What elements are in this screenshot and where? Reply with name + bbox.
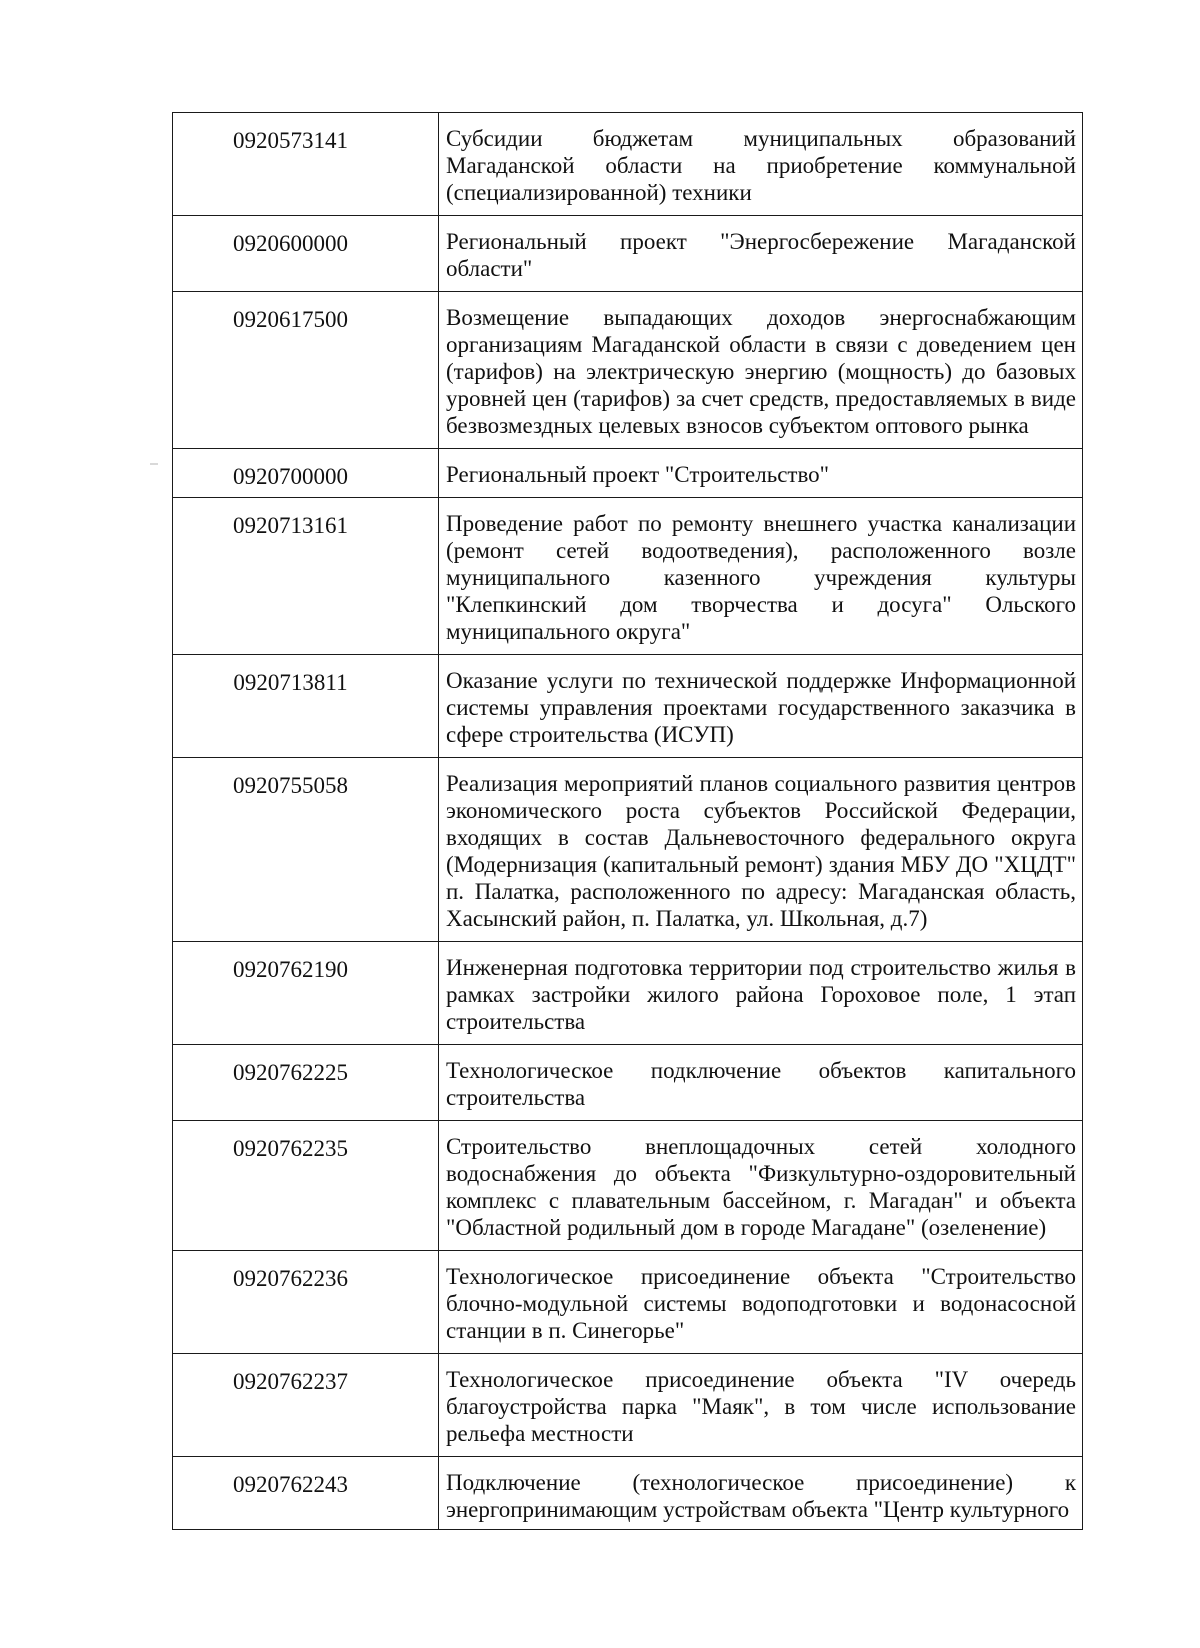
scan-margin-mark — [150, 463, 158, 465]
classification-code: 0920762235 — [173, 1121, 439, 1251]
table-row — [173, 758, 1083, 942]
expense-description: Субсидии бюджетам муниципальных образований Магаданской области на приобретение коммунальной (специализированной) техники — [439, 113, 1083, 216]
expense-description: Технологическое присоединение объекта "IV очередь благоустройства парка "Маяк", в том числе использование рельефа местности — [439, 1354, 1083, 1457]
table-row — [173, 216, 1083, 292]
table-row — [173, 449, 1083, 498]
table-row — [173, 1045, 1083, 1121]
table-row — [173, 1457, 1083, 1530]
budget-code-table — [172, 112, 1083, 1530]
table-row — [173, 1251, 1083, 1354]
table-row — [173, 498, 1083, 655]
classification-code: 0920762190 — [173, 942, 439, 1045]
classification-code: 0920600000 — [173, 216, 439, 292]
expense-description: Инженерная подготовка территории под строительство жилья в рамках застройки жилого района Гороховое поле, 1 этап строительства — [439, 942, 1083, 1045]
expense-description: Возмещение выпадающих доходов энергоснабжающим организациям Магаданской области в связи с доведением цен (тарифов) на электрическую энергию (мощность) до базовых уровней цен (тарифов) за счет средств, предоставляемых в виде безвозмездных целевых взносов субъектом оптового рынка — [439, 292, 1083, 449]
table-row — [173, 113, 1083, 216]
classification-code: 0920713161 — [173, 498, 439, 655]
expense-description: Реализация мероприятий планов социального развития центров экономического роста субъектов Российской Федерации, входящих в состав Дальневосточного федерального округа (Модернизация (капитальный ремонт) здания МБУ ДО "ХЦДТ" п. Палатка, расположенного по адресу: Магаданская область, Хасынский район, п. Палатка, ул. Школьная, д.7) — [439, 758, 1083, 942]
expense-description: Технологическое подключение объектов капитального строительства — [439, 1045, 1083, 1121]
expense-description: Строительство внеплощадочных сетей холодного водоснабжения до объекта "Физкультурно-оздоровительный комплекс с плавательным бассейном, г. Магадан" и объекта "Областной родильный дом в городе Магадане" (озеленение) — [439, 1121, 1083, 1251]
expense-description: Подключение (технологическое присоединение) к энергопринимающим устройствам объекта "Центр культурного — [439, 1457, 1083, 1530]
classification-code: 0920762225 — [173, 1045, 439, 1121]
table-row — [173, 1354, 1083, 1457]
classification-code: 0920700000 — [173, 449, 439, 498]
expense-description: Проведение работ по ремонту внешнего участка канализации (ремонт сетей водоотведения), расположенного возле муниципального казенного учреждения культуры "Клепкинский дом творчества и досуга" Ольского муниципального округа" — [439, 498, 1083, 655]
classification-code: 0920713811 — [173, 655, 439, 758]
classification-code: 0920762237 — [173, 1354, 439, 1457]
classification-code: 0920762236 — [173, 1251, 439, 1354]
table-row — [173, 1121, 1083, 1251]
classification-code: 0920762243 — [173, 1457, 439, 1530]
expense-description: Технологическое присоединение объекта "Строительство блочно-модульной системы водоподготовки и водонасосной станции в п. Синегорье" — [439, 1251, 1083, 1354]
classification-code: 0920755058 — [173, 758, 439, 942]
table-row — [173, 292, 1083, 449]
classification-code: 0920573141 — [173, 113, 439, 216]
table-row — [173, 942, 1083, 1045]
expense-description: Региональный проект "Энергосбережение Магаданской области" — [439, 216, 1083, 292]
expense-description: Региональный проект "Строительство" — [439, 449, 1083, 498]
table-row — [173, 655, 1083, 758]
expense-description: Оказание услуги по технической поддержке Информационной системы управления проектами государственного заказчика в сфере строительства (ИСУП) — [439, 655, 1083, 758]
classification-code: 0920617500 — [173, 292, 439, 449]
